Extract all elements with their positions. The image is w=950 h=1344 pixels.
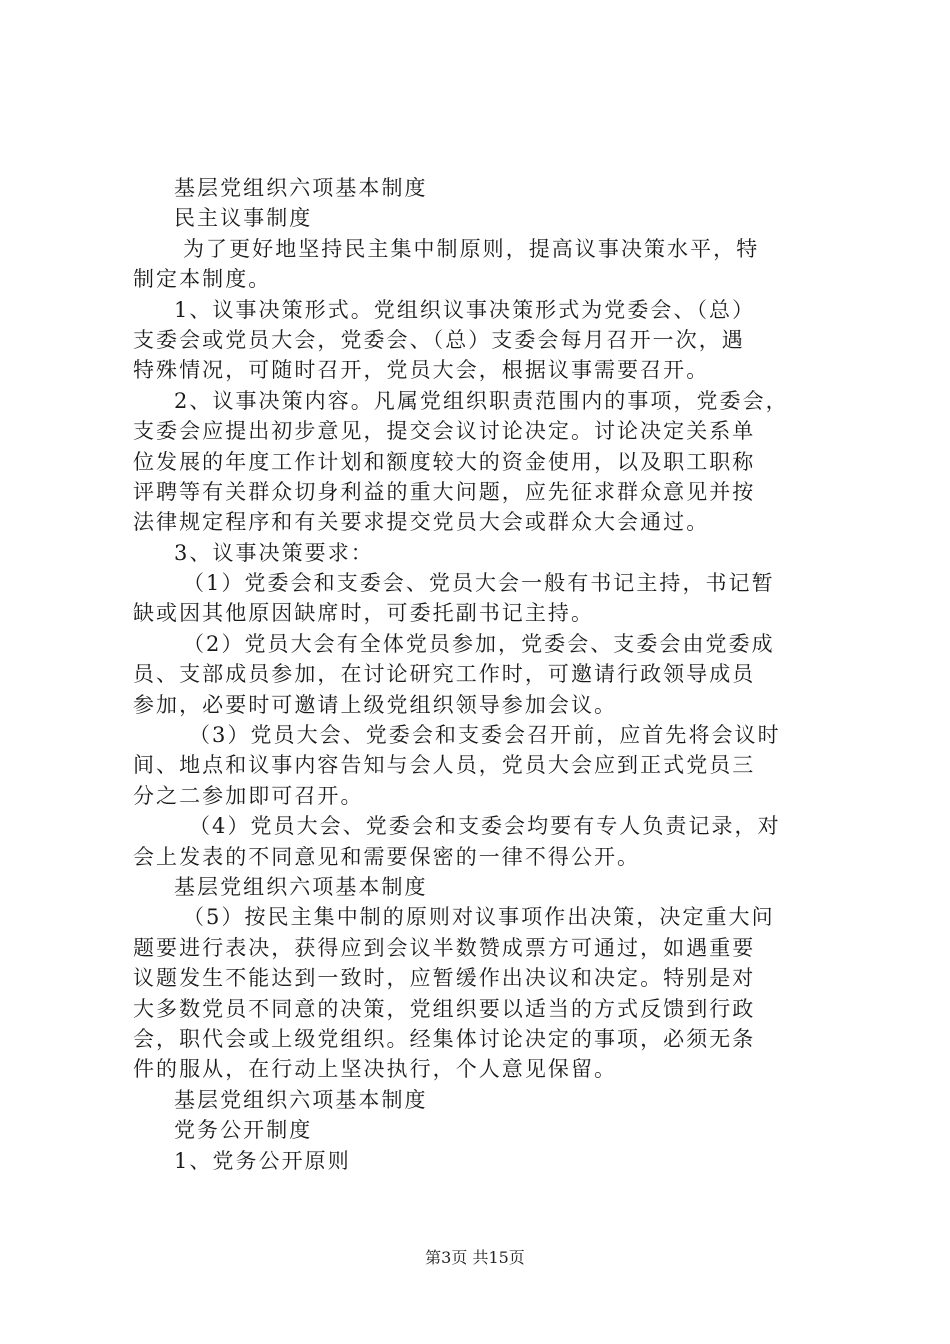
text-line: 1、议事决策形式。党组织议事决策形式为党委会、（总） xyxy=(174,297,756,322)
text-line: 特殊情况，可随时召开，党员大会，根据议事需要召开。 xyxy=(133,358,710,383)
text-line: 大多数党员不同意的决策，党组织要以适当的方式反馈到行政 xyxy=(133,996,756,1021)
text-line: 民主议事制度 xyxy=(174,206,313,231)
text-line: 分之二参加即可召开。 xyxy=(133,783,364,808)
text-line: 2、议事决策内容。凡属党组织职责范围内的事项，党委会， xyxy=(174,388,789,413)
text-line: 支委会或党员大会，党委会、（总）支委会每月召开一次，遇 xyxy=(133,327,745,352)
text-line: 法律规定程序和有关要求提交党员大会或群众大会通过。 xyxy=(133,510,710,535)
text-line: 参加，必要时可邀请上级党组织领导参加会议。 xyxy=(133,692,618,717)
text-line: 题要进行表决，获得应到会议半数赞成票方可通过，如遇重要 xyxy=(133,935,756,960)
text-line: （1）党委会和支委会、党员大会一般有书记主持，书记暂 xyxy=(183,571,775,596)
text-line: （4）党员大会、党委会和支委会均要有专人负责记录，对 xyxy=(189,814,781,839)
text-line: 为了更好地坚持民主集中制原则，提高议事决策水平，特 xyxy=(183,236,760,261)
text-line: 支委会应提出初步意见，提交会议讨论决定。讨论决定关系单 xyxy=(133,419,756,444)
text-line: 员、支部成员参加，在讨论研究工作时，可邀请行政领导成员 xyxy=(133,662,756,687)
text-line: 基层党组织六项基本制度 xyxy=(174,874,428,899)
text-line: 1、党务公开原则 xyxy=(174,1148,351,1173)
text-line: 缺或因其他原因缺席时，可委托副书记主持。 xyxy=(133,601,594,626)
text-line: 基层党组织六项基本制度 xyxy=(174,176,428,200)
text-line: 件的服从，在行动上坚决执行，个人意见保留。 xyxy=(133,1057,618,1082)
text-line: 间、地点和议事内容告知与会人员，党员大会应到正式党员三 xyxy=(133,753,756,778)
text-line: 基层党组织六项基本制度 xyxy=(174,1087,428,1112)
text-line: 位发展的年度工作计划和额度较大的资金使用，以及职工职称 xyxy=(133,449,756,474)
page-footer: 第3页 共15页 xyxy=(425,1248,525,1267)
text-line: （5）按民主集中制的原则对议事项作出决策，决定重大问 xyxy=(183,905,775,930)
text-line: （3）党员大会、党委会和支委会召开前，应首先将会议时 xyxy=(189,723,781,748)
text-line: 3、议事决策要求： xyxy=(174,540,374,565)
text-line: 评聘等有关群众切身利益的重大问题，应先征求群众意见并按 xyxy=(133,479,756,504)
text-line: （2）党员大会有全体党员参加，党委会、支委会由党委成 xyxy=(183,631,775,656)
text-line: 制定本制度。 xyxy=(133,267,272,292)
text-line: 议题发生不能达到一致时，应暂缓作出决议和决定。特别是对 xyxy=(133,966,756,991)
text-line: 党务公开制度 xyxy=(174,1118,313,1143)
text-line: 会上发表的不同意见和需要保密的一律不得公开。 xyxy=(133,844,641,869)
text-line: 会，职代会或上级党组织。经集体讨论决定的事项，必须无条 xyxy=(133,1026,756,1051)
document-body xyxy=(133,173,833,1176)
